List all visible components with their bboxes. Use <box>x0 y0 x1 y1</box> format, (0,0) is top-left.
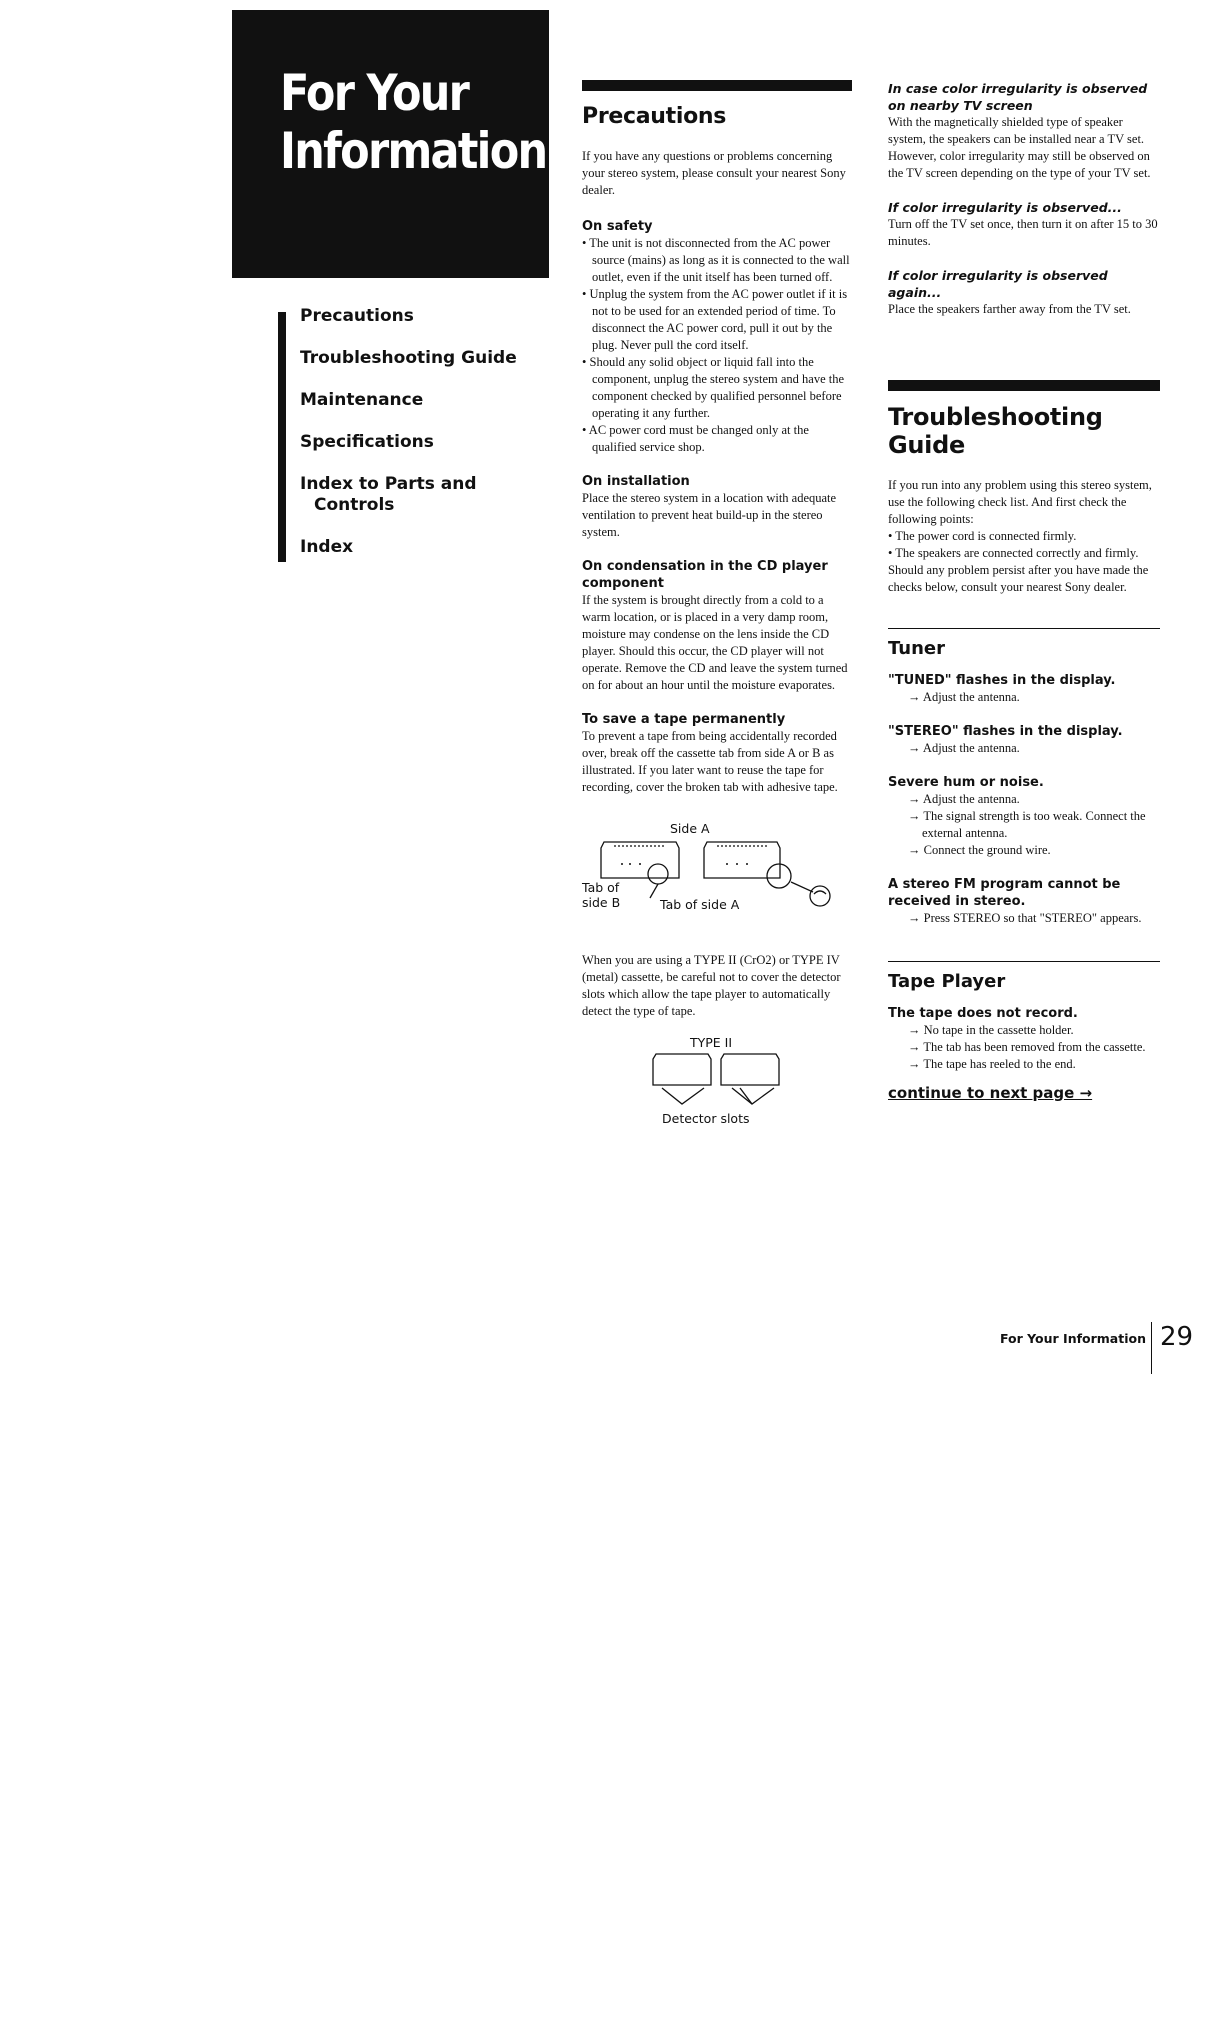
trouble-answer: → Adjust the antenna. <box>908 690 1020 704</box>
safety-heading: On safety <box>582 219 653 234</box>
safety-item: • AC power cord must be changed only at the qualified service shop. <box>582 423 809 454</box>
header-block <box>232 10 549 278</box>
tape-player-heading: Tape Player <box>888 971 1006 992</box>
section-rule <box>888 380 1160 391</box>
precautions-intro: If you have any questions or problems concerning your stereo system, please consult your nearest Sony dealer. <box>582 149 846 197</box>
installation-heading: On installation <box>582 474 690 489</box>
color-irregularity-text: With the magnetically shielded type of speaker system, the speakers can be installed near a TV set. However, color irregularity may still be observed on the TV screen depending on the type of your TV set. <box>888 115 1151 180</box>
trouble-question: The tape does not record. <box>888 1006 1078 1021</box>
trouble-question: "TUNED" flashes in the display. <box>888 673 1116 688</box>
table-of-contents <box>300 306 560 558</box>
title-line-1: For Your <box>280 64 469 122</box>
fig-type-ii-label: TYPE II <box>690 1035 733 1050</box>
trouble-answer: → Connect the ground wire. <box>908 843 1051 857</box>
subsection-rule <box>888 961 1160 962</box>
trouble-answer: → Adjust the antenna. <box>908 792 1020 806</box>
trouble-question: "STEREO" flashes in the display. <box>888 724 1123 739</box>
color-again-text: Place the speakers farther away from the TV set. <box>888 302 1131 316</box>
save-tape-text: To prevent a tape from being accidentally recorded over, break off the cassette tab from side A or B as illustrated. If you later want to reuse the tape for recording, cover the broken tab with adhesive tape. <box>582 729 838 794</box>
safety-item: • Should any solid object or liquid fall into the component, unplug the stereo system and have the component checked by qualified personnel before operating it any further. <box>582 355 845 420</box>
trouble-question: A stereo FM program cannot be received in stereo. <box>888 877 1121 909</box>
fig-tab-side-b-label: Tab of side B <box>582 880 621 910</box>
subsection-rule <box>888 628 1160 629</box>
safety-item: • Unplug the system from the AC power outlet if it is not to be used for an extended period of time. To disconnect the AC power cord, pull it out by the plug. Never pull the cord itself. <box>582 287 848 352</box>
check-point: • The speakers are connected correctly and firmly. <box>888 546 1139 560</box>
toc-bar <box>278 312 286 562</box>
section-rule <box>582 80 852 91</box>
type-text: When you are using a TYPE II (CrO2) or TYPE IV (metal) cassette, be careful not to cover the detector slots which allow the tape player to automatically detect the type of tape. <box>582 953 841 1018</box>
precautions-column <box>582 80 852 1130</box>
check-point: • The power cord is connected firmly. <box>888 529 1077 543</box>
continue-link[interactable]: continue to next page → <box>888 1084 1093 1102</box>
condensation-heading: On condensation in the CD player component <box>582 559 828 591</box>
troubleshooting-title: Troubleshooting Guide <box>888 403 1103 459</box>
trouble-answer: → Adjust the antenna. <box>908 741 1020 755</box>
detector-slots-figure <box>582 1034 852 1130</box>
save-tape-heading: To save a tape permanently <box>582 712 786 727</box>
trouble-question: Severe hum or noise. <box>888 775 1044 790</box>
troubleshooting-outro: Should any problem persist after you have made the checks below, consult your nearest Sony dealer. <box>888 563 1149 594</box>
trouble-answer: → Press STEREO so that "STEREO" appears. <box>908 911 1142 925</box>
color-again-heading: If color irregularity is observed again... <box>888 268 1108 300</box>
trouble-answer: → No tape in the cassette holder. <box>908 1023 1074 1037</box>
trouble-answer: → The tape has reeled to the end. <box>908 1057 1076 1071</box>
precautions-title: Precautions <box>582 104 727 129</box>
page-number: 29 <box>1160 1322 1194 1352</box>
color-observed-heading: If color irregularity is observed... <box>888 200 1122 215</box>
title-line-2: Information <box>280 122 547 180</box>
fig-detector-slots-label: Detector slots <box>662 1111 750 1126</box>
troubleshooting-intro: If you run into any problem using this stereo system, use the following check list. And first check the following points: <box>888 478 1152 526</box>
tuner-heading: Tuner <box>888 638 946 659</box>
trouble-answer: → The tab has been removed from the cassette. <box>908 1040 1146 1054</box>
footer-divider <box>1151 1322 1152 1374</box>
toc-item-specifications[interactable]: Specifications <box>300 432 434 452</box>
cassette-tab-figure <box>582 820 852 930</box>
color-observed-text: Turn off the TV set once, then turn it on after 15 to 30 minutes. <box>888 217 1158 248</box>
fig-side-a-label: Side A <box>670 821 710 836</box>
toc-item-index-to-parts[interactable] <box>300 474 560 516</box>
fig-tab-side-a-label: Tab of side A <box>660 897 740 912</box>
trouble-answer: → The signal strength is too weak. Connect the external antenna. <box>908 809 1146 840</box>
toc-index-parts-line2: Controls <box>314 495 395 515</box>
safety-item: • The unit is not disconnected from the AC power source (mains) as long as it is connected to the wall outlet, even if the unit itself has been turned off. <box>582 236 850 284</box>
toc-item-troubleshooting[interactable]: Troubleshooting Guide <box>300 348 517 368</box>
footer-section-label: For Your Information <box>1000 1331 1146 1346</box>
condensation-text: If the system is brought directly from a cold to a warm location, or is placed in a very damp room, moisture may condense on the lens inside the CD player. Should this occur, the CD player will not operate. Remove the CD and leave the system turned on for about an hour until the moisture evaporates. <box>582 593 848 692</box>
page-title <box>280 64 546 180</box>
toc-item-index[interactable]: Index <box>300 537 354 557</box>
troubleshooting-column <box>888 80 1160 1103</box>
color-irregularity-heading: In case color irregularity is observed on nearby TV screen <box>888 81 1148 113</box>
installation-text: Place the stereo system in a location with adequate ventilation to prevent heat build-up in the stereo system. <box>582 491 837 539</box>
detector-slots-illustration <box>652 1050 792 1106</box>
toc-item-maintenance[interactable]: Maintenance <box>300 390 424 410</box>
toc-item-precautions[interactable]: Precautions <box>300 306 414 326</box>
toc-index-parts-line1: Index to Parts and <box>300 474 477 494</box>
